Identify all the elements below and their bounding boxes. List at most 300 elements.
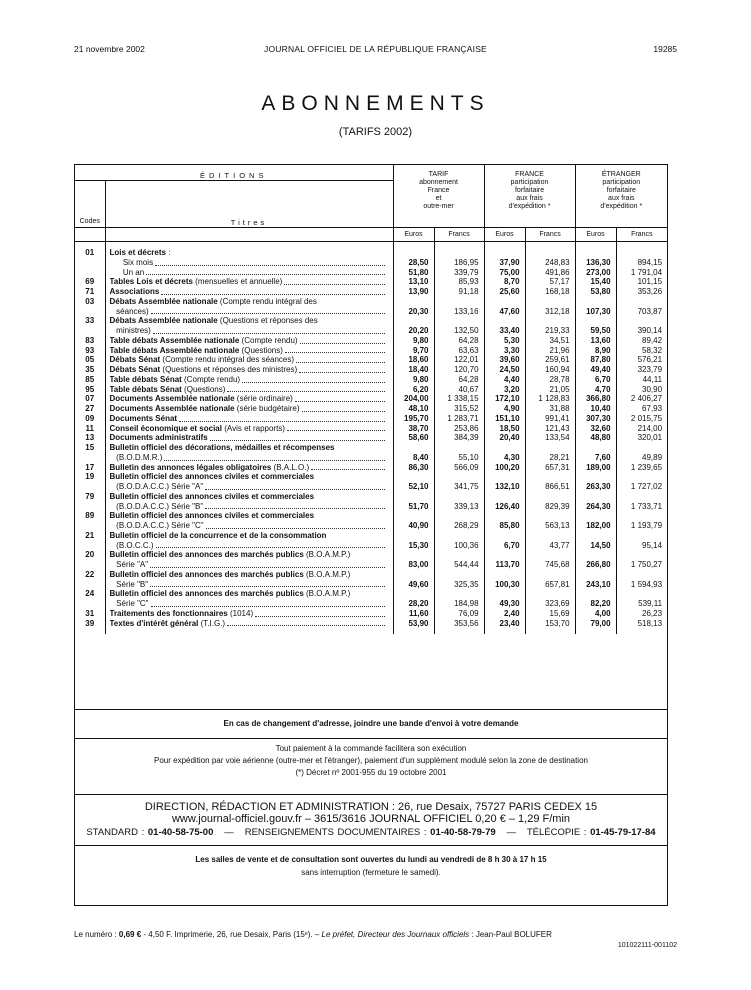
leader-dots: [205, 482, 384, 490]
price-euros: 204,00: [393, 394, 434, 404]
table-row: [75, 355, 667, 365]
price-francs: 133,16: [434, 297, 484, 317]
issue-price: 0,69 €: [118, 930, 142, 939]
price-euros: 4,40: [484, 375, 525, 385]
row-title: Débats Assemblée nationale (Questions et réponses des ministres): [105, 316, 393, 336]
price-francs: 657,81: [525, 570, 575, 590]
table-row: [75, 248, 667, 258]
direction-box: [75, 794, 667, 846]
price-francs: 339,79: [434, 268, 484, 278]
price-francs: 1 727,02: [616, 472, 667, 492]
row-title: Débats Sénat (Questions et réponses des ministres): [105, 365, 393, 375]
price-euros: 32,60: [575, 424, 616, 434]
page-subtitle: (TARIFS 2002): [338, 126, 413, 138]
price-francs: 15,69: [525, 609, 575, 619]
price-francs: 2 406,27: [616, 394, 667, 404]
row-code: 85: [85, 374, 95, 384]
price-francs: 259,61: [525, 355, 575, 365]
table-row: [75, 404, 667, 414]
price-euros: 266,80: [575, 550, 616, 570]
tariff-table: [75, 165, 667, 634]
price-francs: 312,18: [525, 297, 575, 317]
price-francs: 341,75: [434, 472, 484, 492]
row-code: 20: [85, 550, 95, 560]
page-footer: Le numéro : 0,69 € - 4,50 F. Imprimerie, 26, rue Desaix, Paris (15ᵉ). – Le préfet, Directeur des Journaux officiels : Jean-Paul BOLUFER 101022111-001102: [74, 930, 677, 949]
header-date: 21 novembre 2002: [74, 44, 145, 54]
price-euros: 20,20: [393, 316, 434, 336]
price-francs: 248,83: [525, 258, 575, 268]
leader-dots: [227, 619, 384, 627]
price-euros: 18,40: [393, 365, 434, 375]
row-code: 01: [85, 248, 95, 257]
row-title: Traitements des fonctionnaires (1014): [105, 609, 393, 619]
price-francs: 2 015,75: [616, 414, 667, 424]
price-francs: 566,09: [434, 463, 484, 473]
price-euros: 48,80: [575, 433, 616, 443]
row-code: 13: [85, 433, 95, 443]
leader-dots: [155, 258, 384, 266]
price-francs: 49,89: [616, 443, 667, 463]
opening-hours: Les salles de vente et de consultation sont ouvertes du lundi au vendredi de 8 h 30 à 17 h 15 sans interruption (fermeture le samedi).: [195, 855, 547, 877]
leader-dots: [205, 502, 384, 510]
row-title: Associations: [105, 287, 393, 297]
price-euros: 33,40: [484, 316, 525, 336]
group-header-etranger: ÉTRANGER participation forfaitaire aux frais d'expédition *: [575, 165, 667, 228]
leader-dots: [161, 287, 384, 295]
leader-dots: [164, 453, 384, 461]
leader-dots: [242, 375, 384, 383]
price-euros: 37,90: [484, 258, 525, 268]
row-code: [75, 268, 105, 278]
price-francs: 829,39: [525, 492, 575, 512]
price-euros: 53,90: [393, 619, 434, 629]
address-change-notice: En cas de changement d'adresse, joindre une bande d'envoi à votre demande: [75, 709, 667, 739]
leader-dots: [150, 580, 384, 588]
table-row: [75, 550, 667, 570]
price-euros: 7,60: [575, 443, 616, 463]
price-francs: 67,93: [616, 404, 667, 414]
row-title: Table débats Sénat (Compte rendu): [105, 375, 393, 385]
price-francs: 320,01: [616, 433, 667, 443]
price-euros: 9,80: [393, 336, 434, 346]
table-row: [75, 531, 667, 551]
price-euros: [393, 248, 434, 258]
price-euros: 52,10: [393, 472, 434, 492]
row-code: 69: [85, 277, 95, 287]
table-row: [75, 589, 667, 609]
price-euros: 100,20: [484, 463, 525, 473]
price-euros: 25,60: [484, 287, 525, 297]
leader-dots: [299, 365, 384, 373]
row-title: Textes d'intérêt général (T.I.G.): [105, 619, 393, 629]
price-euros: 20,40: [484, 433, 525, 443]
price-euros: 4,00: [575, 609, 616, 619]
price-euros: 6,20: [393, 385, 434, 395]
row-title: Documents Assemblée nationale (série ordinaire): [105, 394, 393, 404]
price-euros: 13,10: [393, 277, 434, 287]
price-francs: 384,39: [434, 433, 484, 443]
price-euros: 4,30: [484, 443, 525, 463]
price-francs: 21,96: [525, 346, 575, 356]
row-code: 05: [85, 355, 95, 365]
price-euros: 49,30: [484, 589, 525, 609]
price-francs: 100,36: [434, 531, 484, 551]
price-euros: 264,30: [575, 492, 616, 512]
price-francs: 168,18: [525, 287, 575, 297]
row-title: Documents Assemblée nationale (série budgétaire): [105, 404, 393, 414]
price-euros: 24,50: [484, 365, 525, 375]
row-code: 83: [85, 335, 95, 345]
price-euros: 15,40: [575, 277, 616, 287]
direction-website: www.journal-officiel.gouv.fr – 3615/3616 JOURNAL OFFICIEL 0,20 € – 1,29 F/min: [171, 813, 571, 825]
price-euros: 5,30: [484, 336, 525, 346]
price-euros: 14,50: [575, 531, 616, 551]
price-euros: [484, 248, 525, 258]
row-code: 19: [85, 472, 95, 482]
table-row: [75, 297, 667, 317]
table-row: [75, 385, 667, 395]
price-francs: [525, 248, 575, 258]
price-francs: 323,69: [525, 589, 575, 609]
payment-notice: [75, 743, 667, 779]
price-euros: 47,60: [484, 297, 525, 317]
price-francs: 85,93: [434, 277, 484, 287]
row-code: 03: [85, 296, 95, 306]
row-title: Bulletin officiel des annonces des marchés publics (B.O.A.M.P.) Série "C": [105, 589, 393, 609]
table-row: [75, 609, 667, 619]
leader-dots: [255, 609, 384, 617]
row-code: 95: [85, 384, 95, 394]
price-euros: 136,30: [575, 258, 616, 268]
price-euros: 4,90: [484, 404, 525, 414]
price-euros: 172,10: [484, 394, 525, 404]
price-euros: 18,60: [393, 355, 434, 365]
table-row: [75, 443, 667, 463]
price-euros: 6,70: [484, 531, 525, 551]
tariff-frame: [74, 164, 668, 906]
price-euros: 4,70: [575, 385, 616, 395]
price-francs: 323,79: [616, 365, 667, 375]
row-title: Table débats Assemblée nationale (Questions): [105, 346, 393, 356]
row-code: 33: [85, 316, 95, 326]
price-francs: 95,14: [616, 531, 667, 551]
price-euros: 86,30: [393, 463, 434, 473]
table-row: [75, 394, 667, 404]
unit-header: Euros: [484, 228, 525, 242]
header-page-number: 19285: [653, 44, 677, 54]
row-title: Bulletin des annonces légales obligatoires (B.A.L.O.): [105, 463, 393, 473]
leader-dots: [227, 385, 384, 393]
row-title: Bulletin officiel des annonces civiles et commerciales (B.O.D.A.C.C.) Série "A": [105, 472, 393, 492]
price-euros: 195,70: [393, 414, 434, 424]
leader-dots: [295, 394, 385, 402]
row-code: 21: [85, 530, 95, 540]
row-code: 17: [85, 462, 95, 472]
price-francs: 43,77: [525, 531, 575, 551]
price-francs: [616, 248, 667, 258]
price-euros: 18,50: [484, 424, 525, 434]
price-euros: 9,70: [393, 346, 434, 356]
group-header-france: FRANCE participation forfaitaire aux frais d'expédition *: [484, 165, 575, 228]
price-euros: 49,60: [393, 570, 434, 590]
row-code: 07: [85, 394, 95, 404]
price-francs: 576,21: [616, 355, 667, 365]
price-euros: 40,90: [393, 511, 434, 531]
renseignements-number: 01-40-58-79-79: [430, 827, 496, 838]
leader-dots: [206, 521, 385, 529]
editions-header: ÉDITIONS: [200, 171, 268, 180]
price-francs: 120,70: [434, 365, 484, 375]
price-francs: 64,28: [434, 375, 484, 385]
price-francs: 122,01: [434, 355, 484, 365]
price-euros: 8,70: [484, 277, 525, 287]
price-francs: 253,86: [434, 424, 484, 434]
price-euros: 38,70: [393, 424, 434, 434]
row-title: Bulletin officiel des décorations, médailles et récompenses (B.O.D.M.R.): [105, 443, 393, 463]
table-row: [75, 424, 667, 434]
row-code: 15: [85, 443, 95, 452]
price-francs: 563,13: [525, 511, 575, 531]
row-code: 71: [85, 287, 95, 296]
leader-dots: [156, 541, 385, 549]
leader-dots: [153, 326, 385, 334]
table-row: [75, 365, 667, 375]
price-francs: 657,31: [525, 463, 575, 473]
standard-number: 01-40-58-75-00: [147, 827, 214, 838]
price-francs: 353,56: [434, 619, 484, 629]
price-francs: 268,29: [434, 511, 484, 531]
price-francs: 1 750,27: [616, 550, 667, 570]
price-euros: 28,20: [393, 589, 434, 609]
row-code: 35: [85, 365, 95, 374]
price-francs: 133,54: [525, 433, 575, 443]
decree-reference: (*) Décret nº 2001-955 du 19 octobre 2001: [295, 768, 447, 777]
table-row: [75, 277, 667, 287]
price-francs: 315,52: [434, 404, 484, 414]
price-francs: 58,32: [616, 346, 667, 356]
payment-notice-line: Pour expédition par voie aérienne (outre-mer et l'étranger), paiement d'un supplément modulé selon la zone de destination: [154, 756, 588, 765]
tariff-rows: [75, 242, 667, 635]
leader-dots: [296, 355, 384, 363]
price-euros: 83,00: [393, 550, 434, 570]
unit-header: Francs: [616, 228, 667, 242]
table-row: [75, 619, 667, 629]
price-euros: 132,10: [484, 472, 525, 492]
price-euros: 13,60: [575, 336, 616, 346]
row-title: Table débats Assemblée nationale (Compte rendu): [105, 336, 393, 346]
price-euros: 59,50: [575, 316, 616, 336]
table-row: [75, 287, 667, 297]
table-row: [75, 492, 667, 512]
price-francs: 101,15: [616, 277, 667, 287]
table-row: [75, 433, 667, 443]
price-euros: 51,80: [393, 268, 434, 278]
payment-notice-line: Tout paiement à la commande facilitera son exécution: [275, 744, 467, 753]
leader-dots: [210, 433, 385, 441]
price-euros: 58,60: [393, 433, 434, 443]
price-francs: 63,63: [434, 346, 484, 356]
price-francs: 1 733,71: [616, 492, 667, 512]
price-francs: 55,10: [434, 443, 484, 463]
price-euros: 307,30: [575, 414, 616, 424]
price-euros: 13,90: [393, 287, 434, 297]
price-francs: 1 283,71: [434, 414, 484, 424]
telecopie-number: 01-45-79-17-84: [590, 827, 656, 838]
row-title: Tables Lois et décrets (mensuelles et annuelle): [105, 277, 393, 287]
price-francs: 703,87: [616, 297, 667, 317]
header-journal: JOURNAL OFFICIEL DE LA RÉPUBLIQUE FRANÇAISE: [264, 44, 487, 54]
leader-dots: [287, 424, 385, 432]
leader-dots: [179, 414, 384, 422]
price-euros: 79,00: [575, 619, 616, 629]
price-francs: 745,68: [525, 550, 575, 570]
price-euros: 53,80: [575, 287, 616, 297]
price-francs: 121,43: [525, 424, 575, 434]
price-francs: 31,88: [525, 404, 575, 414]
price-euros: 8,90: [575, 346, 616, 356]
row-code: 24: [85, 589, 95, 599]
price-francs: 1 239,65: [616, 463, 667, 473]
price-francs: 544,44: [434, 550, 484, 570]
table-row: [75, 346, 667, 356]
row-code: 22: [85, 569, 95, 579]
price-francs: 390,14: [616, 316, 667, 336]
table-row: [75, 472, 667, 492]
row-code: 27: [85, 404, 95, 413]
print-reference: 101022111-001102: [617, 942, 677, 949]
row-code: 79: [85, 491, 95, 501]
price-euros: 126,40: [484, 492, 525, 512]
row-title: Conseil économique et social (Avis et rapports): [105, 424, 393, 434]
price-francs: 491,86: [525, 268, 575, 278]
price-francs: 539,11: [616, 589, 667, 609]
row-code: 89: [85, 511, 95, 521]
price-euros: 189,00: [575, 463, 616, 473]
table-row: [75, 316, 667, 336]
price-francs: 1 128,83: [525, 394, 575, 404]
price-francs: 1 594,93: [616, 570, 667, 590]
leader-dots: [151, 599, 385, 607]
price-francs: 76,09: [434, 609, 484, 619]
direction-address: DIRECTION, RÉDACTION ET ADMINISTRATION : 26, rue Desaix, 75727 PARIS CEDEX 15: [144, 801, 598, 813]
price-euros: 151,10: [484, 414, 525, 424]
price-euros: 263,30: [575, 472, 616, 492]
row-title: Débats Assemblée nationale (Compte rendu intégral des séances): [105, 297, 393, 317]
table-row: [75, 258, 667, 268]
price-francs: 1 193,79: [616, 511, 667, 531]
price-francs: 219,33: [525, 316, 575, 336]
row-code: 93: [85, 345, 95, 355]
codes-header: Codes: [75, 181, 105, 228]
leader-dots: [302, 404, 385, 412]
direction-phones: STANDARD : 01-40-58-75-00 — RENSEIGNEMENTS DOCUMENTAIRES : 01-40-58-79-79 — TÉLÉCOPIE : 01-45-79-17-84: [86, 827, 656, 838]
price-francs: 214,00: [616, 424, 667, 434]
row-title: Bulletin officiel des annonces des marchés publics (B.O.A.M.P.) Série "A": [105, 550, 393, 570]
row-code: 09: [85, 413, 95, 423]
price-euros: 8,40: [393, 443, 434, 463]
price-francs: 64,28: [434, 336, 484, 346]
row-title: Bulletin officiel de la concurrence et de la consommation (B.O.C.C.): [105, 531, 393, 551]
price-euros: 48,10: [393, 404, 434, 414]
price-francs: 57,17: [525, 277, 575, 287]
price-francs: 1 791,04: [616, 268, 667, 278]
table-row: [75, 336, 667, 346]
price-francs: 186,95: [434, 258, 484, 268]
unit-header: Francs: [434, 228, 484, 242]
page-title: ABONNEMENTS: [261, 92, 490, 115]
unit-header: Euros: [393, 228, 434, 242]
price-euros: 6,70: [575, 375, 616, 385]
titres-header: Titres: [105, 181, 393, 228]
price-francs: 34,51: [525, 336, 575, 346]
row-title: Débats Sénat (Compte rendu intégral des séances): [105, 355, 393, 365]
price-euros: 113,70: [484, 550, 525, 570]
group-header-tarif: TARIF abonnement France et outre-mer: [393, 165, 484, 228]
price-euros: 273,00: [575, 268, 616, 278]
price-euros: 82,20: [575, 589, 616, 609]
leader-dots: [284, 277, 384, 285]
price-euros: 51,70: [393, 492, 434, 512]
price-euros: 87,80: [575, 355, 616, 365]
leader-dots: [300, 336, 385, 344]
price-francs: 91,18: [434, 287, 484, 297]
price-euros: 243,10: [575, 570, 616, 590]
row-code: 39: [85, 618, 95, 628]
price-francs: 184,98: [434, 589, 484, 609]
row-title: Documents Sénat: [105, 414, 393, 424]
row-code: 31: [85, 608, 95, 618]
row-title: Table débats Sénat (Questions): [105, 385, 393, 395]
leader-dots: [151, 307, 385, 315]
row-title: Lois et décrets :: [105, 248, 393, 258]
price-francs: 44,11: [616, 375, 667, 385]
price-francs: 894,15: [616, 258, 667, 268]
price-euros: 11,60: [393, 609, 434, 619]
price-francs: 30,90: [616, 385, 667, 395]
row-code: [75, 258, 105, 268]
price-euros: 85,80: [484, 511, 525, 531]
row-title: Un an: [105, 268, 393, 278]
price-euros: 20,30: [393, 297, 434, 317]
leader-dots: [311, 463, 384, 471]
price-francs: 160,94: [525, 365, 575, 375]
price-francs: 28,78: [525, 375, 575, 385]
price-euros: 39,60: [484, 355, 525, 365]
price-francs: 325,35: [434, 570, 484, 590]
price-francs: [434, 248, 484, 258]
price-euros: 107,30: [575, 297, 616, 317]
price-francs: 518,13: [616, 619, 667, 629]
price-euros: [575, 248, 616, 258]
price-euros: 366,80: [575, 394, 616, 404]
table-row: [75, 375, 667, 385]
price-francs: 89,42: [616, 336, 667, 346]
price-euros: 9,80: [393, 375, 434, 385]
price-euros: 182,00: [575, 511, 616, 531]
price-francs: 21,05: [525, 385, 575, 395]
price-euros: 2,40: [484, 609, 525, 619]
price-euros: 75,00: [484, 268, 525, 278]
price-francs: 991,41: [525, 414, 575, 424]
price-francs: 26,23: [616, 609, 667, 619]
unit-header: Euros: [575, 228, 616, 242]
price-francs: 866,51: [525, 472, 575, 492]
price-francs: 1 338,15: [434, 394, 484, 404]
price-euros: 100,30: [484, 570, 525, 590]
table-row: [75, 414, 667, 424]
price-francs: 40,67: [434, 385, 484, 395]
row-title: Six mois: [105, 258, 393, 268]
